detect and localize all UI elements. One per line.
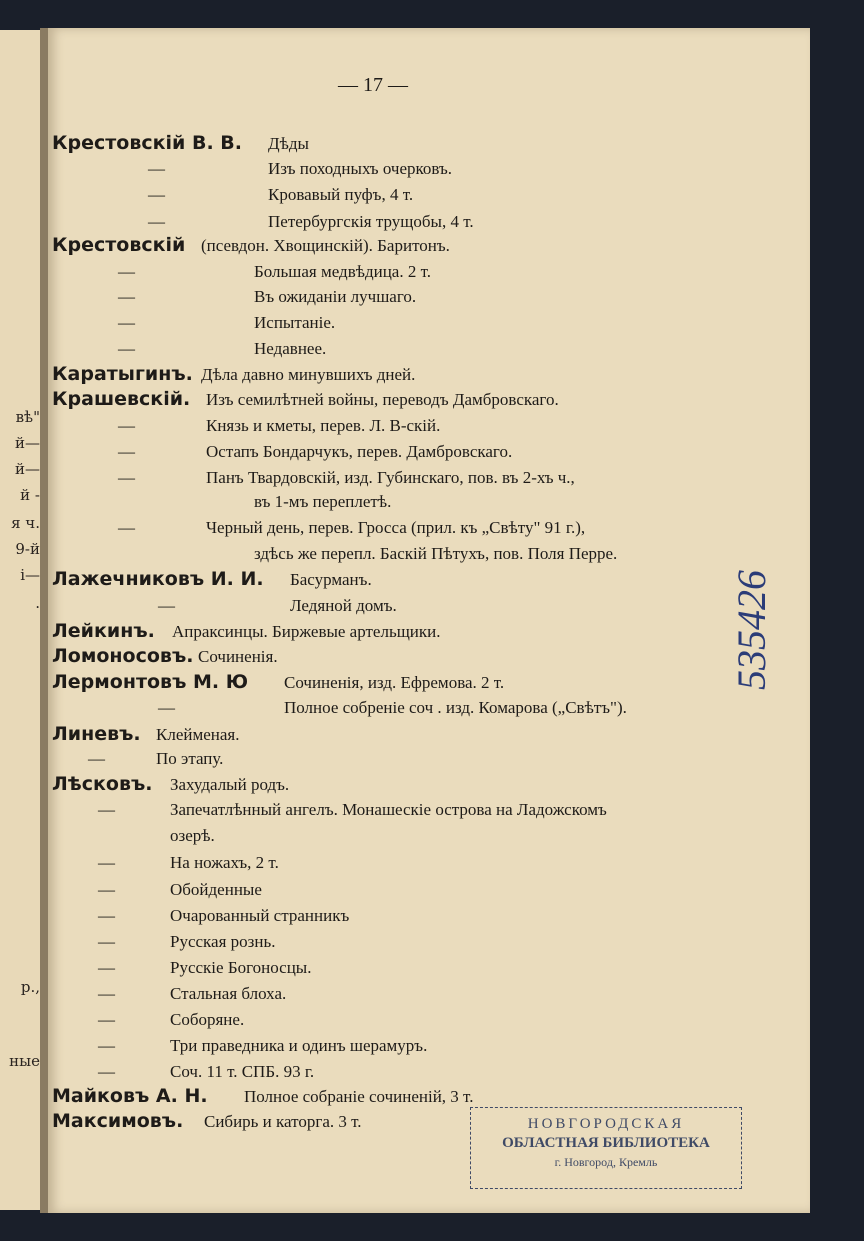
entry-title: Дѣды [268, 134, 309, 153]
entry-author: Ломоносовъ. [52, 645, 194, 667]
left-fragment: ные [9, 1052, 40, 1070]
entry-author: Майковъ А. Н. [52, 1085, 208, 1107]
entry-title: По этапу. [156, 749, 224, 768]
entry-title: Апраксинцы. Биржевые артельщики. [172, 622, 441, 641]
ditto-dash: — [98, 906, 115, 925]
left-fragment: . [35, 594, 40, 612]
entry-author: Линевъ. [52, 723, 141, 745]
entry-title: Въ ожиданіи лучшаго. [254, 287, 417, 306]
ditto-dash: — [98, 1010, 115, 1029]
ditto-dash: — [118, 287, 135, 306]
entry-title: Басурманъ. [290, 570, 372, 589]
ditto-dash: — [148, 212, 165, 231]
entry-title: Изъ семилѣтней войны, переводъ Дамбровскаго. [206, 390, 559, 409]
entry-title: Петербургскія трущобы, 4 т. [268, 212, 474, 231]
entry-title: Очарованный странникъ [170, 906, 350, 925]
ditto-dash: — [98, 958, 115, 977]
entry-title: Испытаніе. [254, 313, 336, 332]
entry-title: Кровавый пуфъ, 4 т. [268, 185, 414, 204]
entry-author: Крашевскій. [52, 388, 191, 410]
entry-title: Клейменая. [156, 725, 240, 744]
entry-title: Князь и кметы, перев. Л. В-скій. [206, 416, 441, 435]
ditto-dash: — [118, 442, 135, 461]
entry-author: Максимовъ. [52, 1110, 184, 1132]
ditto-dash: — [98, 1036, 115, 1055]
entry-author: Лермонтовъ М. Ю [52, 671, 249, 693]
ditto-dash: — [118, 416, 135, 435]
entry-title: здѣсь же перепл. Баскій Пѣтухъ, пов. Поля Перре. [254, 544, 618, 563]
ditto-dash: — [88, 749, 105, 768]
entry-author: Лѣсковъ. [52, 773, 153, 795]
left-fragment: р., [20, 978, 40, 996]
entry-title: Русскіе Богоносцы. [170, 958, 312, 977]
entry-title: Сочиненія, изд. Ефремова. 2 т. [284, 673, 505, 692]
ditto-dash: — [98, 1062, 115, 1081]
left-page-edge [0, 30, 42, 1210]
ditto-dash: — [98, 880, 115, 899]
entry-title: Недавнее. [254, 339, 327, 358]
stamp-line1: НОВГОРОДСКАЯ [527, 1116, 685, 1132]
library-stamp [470, 1107, 742, 1189]
entry-title: (псевдон. Хвощинскій). Баритонъ. [201, 236, 450, 255]
ditto-dash: — [98, 932, 115, 951]
entry-title: озерѣ. [170, 826, 215, 845]
entry-author: Лейкинъ. [52, 620, 155, 642]
entry-title: Запечатлѣнный ангелъ. Монашескіе острова на Ладожскомъ [170, 800, 607, 819]
entry-title: Три праведника и одинъ шерамуръ. [170, 1036, 428, 1055]
entry-title: въ 1-мъ переплетѣ. [254, 492, 392, 511]
ditto-dash: — [98, 984, 115, 1003]
ditto-dash: — [148, 185, 165, 204]
ditto-dash: — [98, 853, 115, 872]
left-fragment: я ч. [11, 514, 40, 532]
entry-title: Стальная блоха. [170, 984, 287, 1003]
left-fragment: і— [20, 566, 40, 584]
entry-title: Дѣла давно минувшихъ дней. [201, 365, 416, 384]
entry-title: Соборяне. [170, 1010, 245, 1029]
ditto-dash: — [118, 262, 135, 281]
left-fragment: 9-й [15, 540, 40, 558]
entry-title: Сибирь и каторга. 3 т. [204, 1112, 362, 1131]
left-fragment: вѣ" [15, 408, 40, 426]
entry-title: Большая медвѣдица. 2 т. [254, 262, 432, 281]
entry-title: На ножахъ, 2 т. [170, 853, 279, 872]
left-fragment: й— [15, 460, 40, 478]
ditto-dash: — [158, 596, 175, 615]
left-fragment: й - [20, 486, 40, 504]
entry-author: Лажечниковъ И. И. [52, 568, 264, 590]
entry-author: Каратыгинъ. [52, 363, 193, 385]
entry-title: Сочиненія. [198, 647, 278, 666]
accession-number: 535426 [729, 570, 774, 690]
entry-title: Обойденные [170, 880, 262, 899]
ditto-dash: — [118, 339, 135, 358]
entry-author: Крестовскій В. В. [52, 132, 242, 154]
entry-title: Полное собреніе соч . изд. Комарова („Свѣтъ"). [284, 698, 627, 717]
entry-author: Крестовскій [52, 234, 186, 256]
catalog-page [48, 28, 810, 1213]
stamp-line2: ОБЛАСТНАЯ БИБЛИОТЕКА [502, 1135, 710, 1151]
ditto-dash: — [158, 698, 175, 717]
stamp-line3: г. Новгород, Кремль [554, 1155, 658, 1169]
entry-title: Панъ Твардовскій, изд. Губинскаго, пов. въ 2-хъ ч., [206, 468, 575, 487]
ditto-dash: — [118, 468, 135, 487]
entry-title: Полное собраніе сочиненій, 3 т. [244, 1087, 474, 1106]
entry-title: Русская рознь. [170, 932, 276, 951]
entry-title: Остапъ Бондарчукъ, перев. Дамбровскаго. [206, 442, 513, 461]
left-fragment: й— [15, 434, 40, 452]
ditto-dash: — [148, 159, 165, 178]
ditto-dash: — [118, 518, 135, 537]
page-number: — 17 — [338, 74, 408, 96]
entry-title: Изъ походныхъ очерковъ. [268, 159, 453, 178]
ditto-dash: — [118, 313, 135, 332]
entry-title: Захудалый родъ. [170, 775, 290, 794]
entry-title: Ледяной домъ. [290, 596, 397, 615]
entry-title: Черный день, перев. Гросса (прил. къ „Свѣту" 91 г.), [206, 518, 586, 537]
entry-title: Соч. 11 т. СПБ. 93 г. [170, 1062, 315, 1081]
ditto-dash: — [98, 800, 115, 819]
